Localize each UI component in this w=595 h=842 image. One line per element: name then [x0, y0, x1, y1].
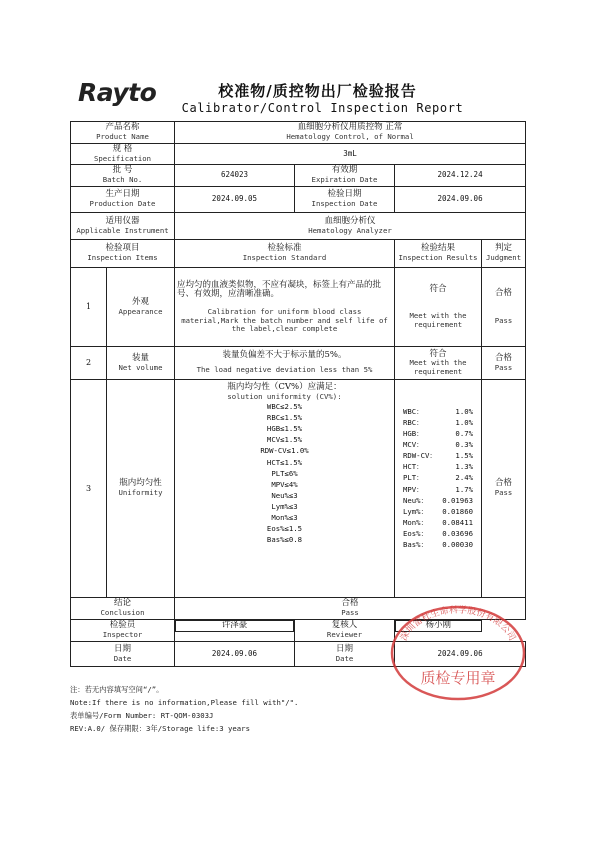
result-item	[397, 517, 479, 528]
result-item	[397, 417, 479, 428]
result-param: PLT：	[403, 473, 424, 483]
criterion-item: Neu%≤3	[271, 490, 298, 500]
result-param: WBC：	[403, 407, 424, 416]
result-param: HGB：	[403, 429, 424, 439]
revision: REV:A.0/ 保存期限：3年/Storage life:3 years	[70, 724, 250, 733]
row-product-name: 产品名称 Product Name 血细胞分析仪用质控物 正常 Hematology Control, of Normal	[71, 122, 526, 144]
footer-notes	[70, 683, 298, 735]
result-item	[397, 439, 479, 450]
stamp-text: 质检专用章	[420, 669, 496, 687]
result-param: RDW-CV：	[403, 451, 437, 461]
sign-date: 2024.09.06	[175, 642, 295, 667]
expiry-value: 2024.12.24	[395, 165, 526, 187]
stamp-ring-text: 深圳雷杜生命科学股份有限公司	[399, 605, 517, 643]
result-value: 0.3%	[455, 440, 473, 450]
result-value: 1.7%	[455, 484, 473, 494]
criterion-item: Mon%≤3	[271, 512, 298, 522]
production-date-value: 2024.09.05	[175, 187, 295, 213]
form-number: 表单编号/Form Number: RT-QOM-0303J	[70, 711, 214, 720]
inspection-table	[70, 121, 526, 667]
criterion-item: WBC≤2.5%	[266, 402, 303, 412]
row-batch: 批 号 Batch No. 624023 有效期 Expiration Date 2024.12.24	[71, 165, 526, 187]
result-param: MPV：	[403, 484, 424, 494]
note-cn: 注：若无内容填写空间“/”。	[70, 685, 164, 694]
result-value: 0.01860	[442, 506, 473, 516]
result-item	[397, 528, 479, 539]
reviewer-name: 杨小刚	[395, 620, 482, 632]
result-param: Mon%：	[403, 517, 428, 527]
result-param: Neu%：	[403, 495, 428, 505]
result-param: Eos%：	[403, 528, 428, 538]
row-production: 生产日期 Production Date 2024.09.05 检验日期 Inspection Date 2024.09.06	[71, 187, 526, 213]
criterion-item: RBC≤1.5%	[266, 413, 303, 423]
result-param: MCV：	[403, 440, 424, 450]
result-item	[397, 506, 479, 517]
result-item	[397, 428, 479, 439]
result-item	[397, 484, 479, 495]
row-dates: 日期 Date 2024.09.06 日期 Date 2024.09.06	[71, 642, 526, 667]
result-param: HCT：	[403, 462, 424, 472]
spec-value: 3mL	[175, 144, 526, 165]
row-specification: 规 格 Specification 3mL	[71, 144, 526, 165]
quality-stamp	[388, 603, 528, 703]
result-value: 0.01963	[442, 495, 473, 505]
result-value: 1.0%	[455, 407, 473, 416]
result-item	[397, 450, 479, 461]
criterion-item: Bas%≤0.8	[266, 535, 303, 545]
result-item	[397, 406, 479, 417]
result-value: 1.5%	[455, 451, 473, 461]
batch-value: 624023	[175, 165, 295, 187]
item-row-uniformity: 3 瓶内均匀性 Uniformity 瓶内均匀性（CV%）应满足： solution uniformity (CV%): WBC≤2.5% RBC≤1.5% HGB≤1.5% MCV≤1.5% RDW-CV≤1.0% HCT≤1.5% PLT≤6% MPV≤4% Neu%≤3 Lym%≤3 Mon%≤3 Eos%≤1.5 Bas%≤0.8 WBC： 1.0% RBC： 1.0% HGB： 0.7% MCV： 0.3% RDW-CV： 1.5% HCT： 1.3% PLT： 2.4% MPV： 1.7% Neu%： 0.01963 Lym%： 0.01860 Mon%： 0.08411 Eos%： 0.03696 Bas%： 0.00030 合格 Pass	[71, 380, 526, 598]
result-value: 2.4%	[455, 473, 473, 483]
criterion-item: HGB≤1.5%	[266, 424, 303, 434]
criterion-item: Lym%≤3	[271, 501, 298, 511]
row-inspector: 检验员 Inspector 许泽豪 复核人 Reviewer 杨小刚	[71, 620, 526, 642]
row-instrument: 适用仪器 Applicable Instrument 血细胞分析仪 Hematology Analyzer	[71, 213, 526, 240]
result-param: Lym%：	[403, 506, 428, 516]
company-logo: Rayto	[78, 78, 157, 107]
note-en: Note:If there is no information,Please fill with"/".	[70, 698, 299, 707]
review-date: 2024.09.06	[395, 642, 526, 667]
criterion-item: RDW-CV≤1.0%	[260, 446, 309, 456]
item-row-appearance: 1 外观 Appearance 应均匀的血液类似物，不应有凝块，标签上有产品的批号、有效期，应清晰准确。 Calibration for uniform blood class material,Mark the batch number and self life of the label,clear complete 符合 Meet with the requirement 合格 Pass	[71, 268, 526, 347]
result-item	[397, 472, 479, 483]
row-conclusion: 结论 Conclusion 合格 Pass	[71, 598, 526, 620]
inspector-name: 许泽豪	[175, 620, 294, 632]
result-value: 0.08411	[442, 517, 473, 527]
result-value: 1.3%	[455, 462, 473, 472]
report-title-cn: 校准物/质控物出厂检验报告	[218, 82, 417, 100]
result-param: Bas%：	[403, 539, 428, 549]
uniformity-results-list	[397, 406, 479, 550]
criterion-item: MPV≤4%	[271, 479, 298, 489]
result-value: 0.03696	[442, 528, 473, 538]
result-value: 1.0%	[455, 418, 473, 428]
result-item	[397, 539, 479, 550]
result-item	[397, 461, 479, 472]
result-item	[397, 495, 479, 506]
report-title-en: Calibrator/Control Inspection Report	[181, 101, 464, 115]
uniformity-criteria-list	[177, 401, 392, 545]
result-param: RBC：	[403, 418, 424, 428]
criterion-item: MCV≤1.5%	[266, 435, 303, 445]
column-headers: 检验项目 Inspection Items 检验标准 Inspection Standard 检验结果 Inspection Results 判定 Judgment	[71, 240, 526, 268]
criterion-item: PLT≤6%	[271, 468, 298, 478]
inspection-date-value: 2024.09.06	[395, 187, 526, 213]
result-value: 0.00030	[442, 539, 473, 549]
item-row-net-volume: 2 装量 Net volume 装量负偏差不大于标示量的5%。 The load negative deviation less than 5% 符合 Meet with the requirement 合格 Pass	[71, 347, 526, 380]
criterion-item: HCT≤1.5%	[266, 457, 303, 467]
result-value: 0.7%	[455, 429, 473, 439]
criterion-item: Eos%≤1.5	[266, 524, 303, 534]
